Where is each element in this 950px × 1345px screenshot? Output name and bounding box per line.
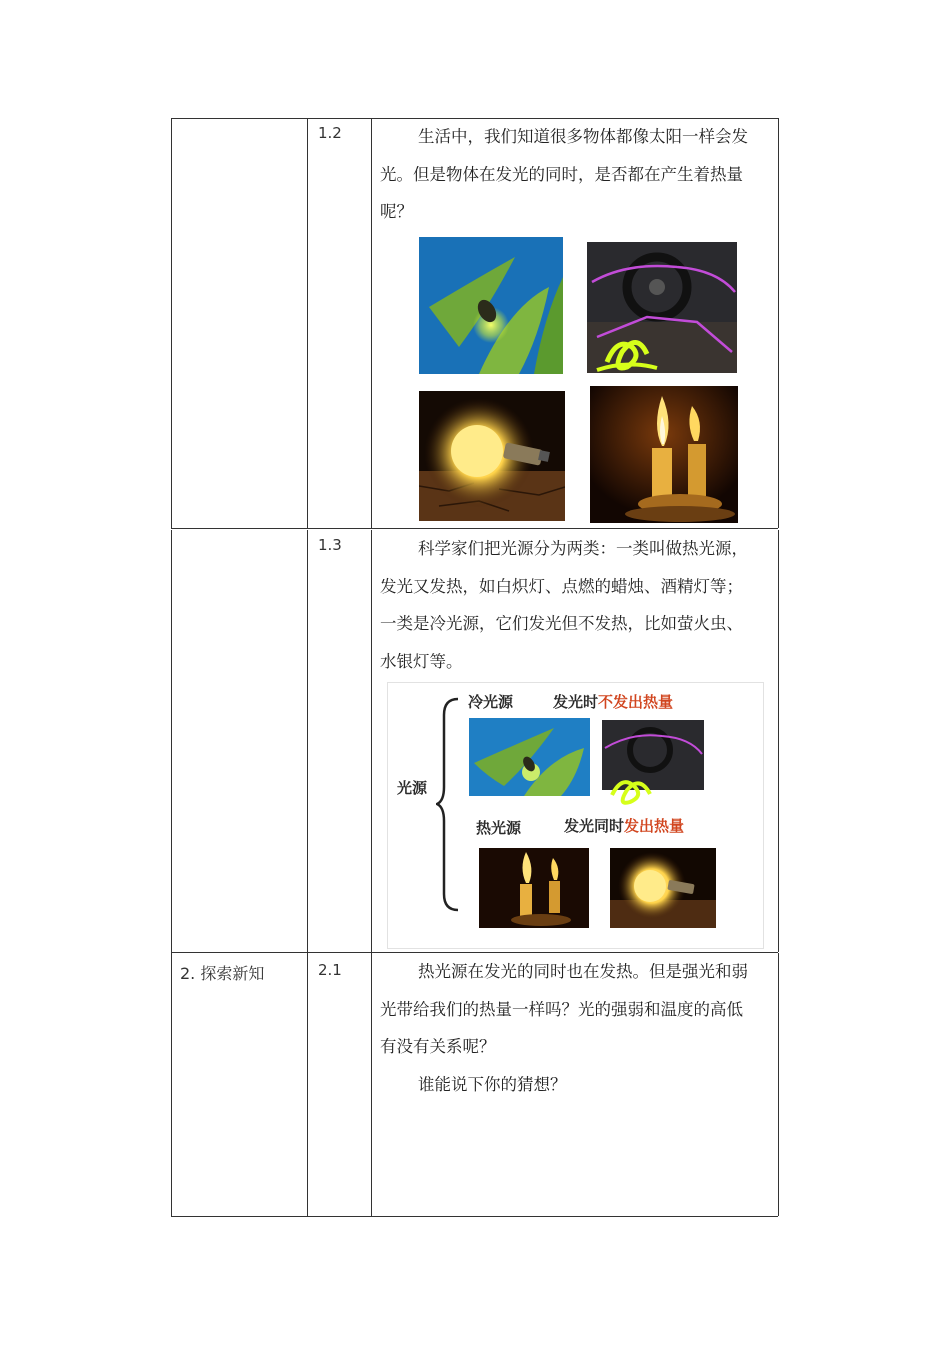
hot-source-description (564, 815, 684, 836)
candles-thumbnail (479, 848, 589, 928)
bulb-thumbnail (610, 848, 716, 928)
car-neon-thumbnail (602, 720, 704, 808)
content-cell (371, 953, 779, 1216)
section-cell (171, 530, 308, 952)
light-source-classification-diagram (387, 682, 764, 949)
number-cell (307, 118, 372, 528)
firefly-thumbnail (469, 718, 590, 796)
candles-photo (590, 386, 738, 523)
number-cell (307, 530, 372, 952)
cold-desc-highlight: 不发出热量 (598, 693, 674, 711)
table-bottom-border (171, 1216, 778, 1217)
car-neon-interior-photo (587, 242, 737, 373)
section-cell (171, 118, 308, 528)
cold-source-title: 冷光源 (468, 693, 514, 711)
table-row (171, 953, 777, 1216)
hot-desc-highlight: 发出热量 (624, 817, 685, 835)
content-cell (371, 530, 779, 952)
glowing-bulb-photo (419, 391, 565, 521)
hot-source-title: 热光源 (476, 819, 522, 837)
brace-icon (436, 697, 462, 912)
step-number: 1.3 (318, 536, 342, 554)
cold-source-description (553, 691, 673, 712)
step-number: 2.1 (318, 961, 342, 979)
number-cell (307, 953, 372, 1216)
paragraph: 谁能说下你的猜想？ (418, 1075, 567, 1094)
firefly-photo (419, 237, 563, 374)
paragraph: 热光源在发光的同时也在发热。但是强光和弱光带给我们的热量一样吗？光的强弱和温度的高低有没有关系呢？ (380, 962, 748, 1056)
row-divider (171, 528, 778, 529)
cold-desc-prefix: 发光时 (553, 693, 599, 711)
paragraph: 科学家们把光源分为两类：一类叫做热光源，发光又发热，如白炽灯、点燃的蜡烛、酒精灯等；一类是冷光源，它们发光但不发热，比如萤火虫、水银灯等。 (380, 539, 748, 671)
step-number: 1.2 (318, 124, 342, 142)
table-row (171, 530, 777, 952)
paragraph: 生活中，我们知道很多物体都像太阳一样会发光。但是物体在发光的同时，是否都在产生着热量呢？ (380, 127, 748, 221)
section-cell (171, 953, 308, 1216)
diagram-root-label: 光源 (397, 779, 428, 797)
hot-desc-prefix: 发光同时 (564, 817, 625, 835)
content-cell (371, 118, 779, 528)
section-label: 2. 探索新知 (180, 964, 265, 983)
table-row (171, 118, 777, 528)
